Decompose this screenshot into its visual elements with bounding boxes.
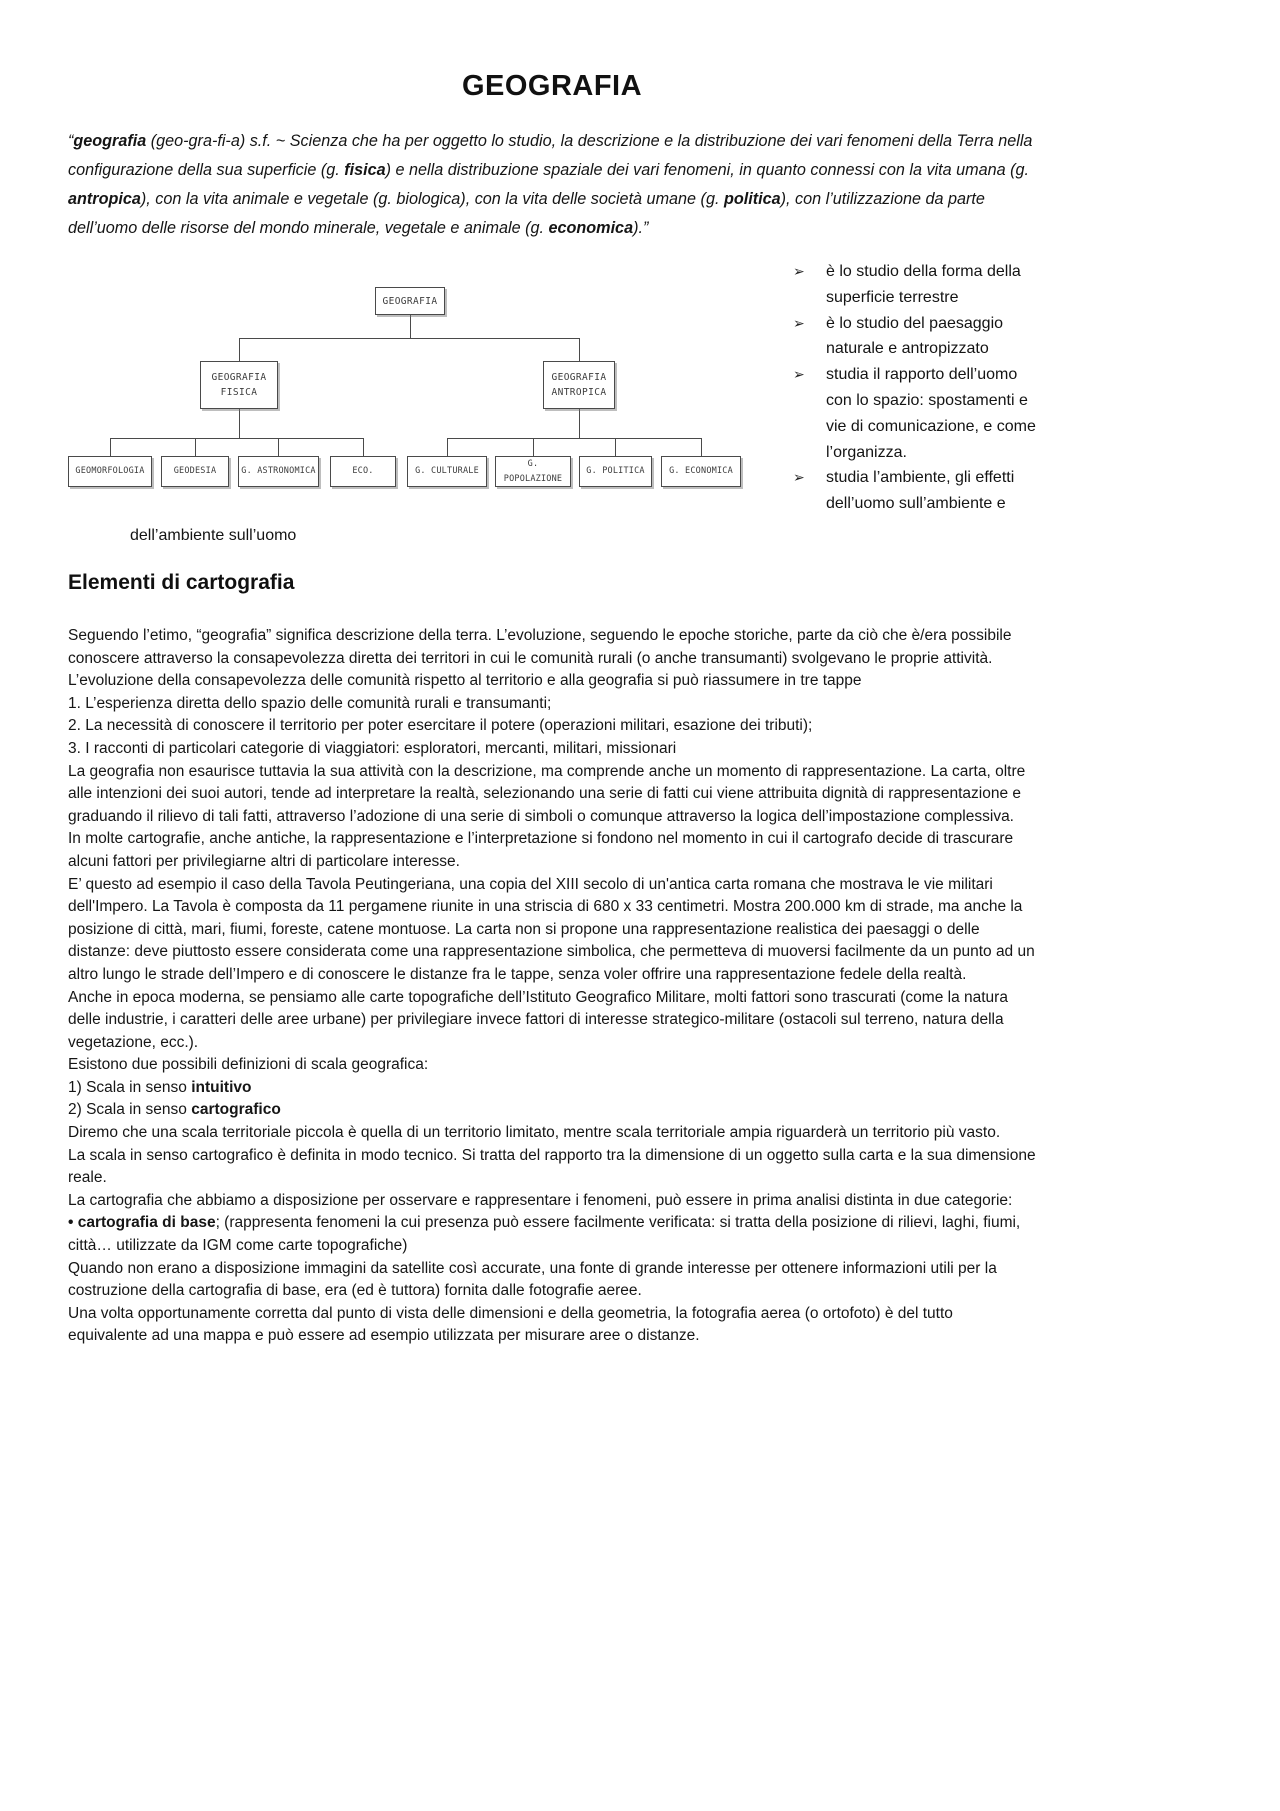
page-title: GEOGRAFIA (461, 70, 643, 102)
bullet-item (790, 311, 1042, 363)
chart-leaf-g-economica: G. ECONOMICA (661, 456, 741, 487)
connector-line (579, 409, 580, 438)
bullet-text: è lo studio della forma della superficie terrestre (826, 263, 1021, 306)
arrow-bullet-icon: ➢ (793, 314, 805, 331)
connector-line (701, 438, 702, 456)
body-paragraph: Diremo che una scala territoriale piccola è quella di un territorio limitato, mentre scala territoriale ampia riguarderà un territorio più vasto. (68, 1124, 1001, 1142)
chart-leaf-g-popolazione: G. POPOLAZIONE (495, 456, 571, 487)
chart-leaf-g-astronomica: G. ASTRONOMICA (238, 456, 319, 487)
chart-leaf-g-politica: G. POLITICA (579, 456, 652, 487)
chart-leaf-eco: ECO. (330, 456, 396, 487)
body-paragraph: La scala in senso cartografico è definita in modo tecnico. Si tratta del rapporto tra la dimensione di un oggetto sulla carta e la sua dimensione reale. (68, 1146, 1036, 1187)
connector-line (195, 438, 196, 456)
chart-node-geografia-antropica: GEOGRAFIA ANTROPICA (543, 361, 615, 409)
body-paragraph: Una volta opportunamente corretta dal punto di vista delle dimensioni e della geometria, la fotografia aerea (o ortofoto) è del tutto equivalente ad una mappa e può essere ad esempio utilizzata per misurare aree o distanze. (68, 1304, 953, 1345)
connector-line (363, 438, 364, 456)
body-text (68, 625, 1036, 1428)
bullet-text: studia l’ambiente, gli effetti dell’uomo sull’ambiente e (826, 469, 1015, 513)
connector-line (533, 438, 534, 456)
body-paragraph: 3. I racconti di particolari categorie di viaggiatori: esploratori, mercanti, militari, missionari (68, 739, 677, 757)
body-paragraph: 1. L’esperienza diretta dello spazio delle comunità rurali e transumanti; (68, 694, 552, 712)
chart-node-geografia: GEOGRAFIA (375, 287, 445, 315)
body-paragraph: 2) Scala in senso cartografico (68, 1101, 281, 1119)
connector-line (110, 438, 364, 439)
connector-line (447, 438, 701, 439)
bullet-text: è lo studio del paesaggio naturale e antropizzato (826, 314, 1004, 358)
chart-leaf-geomorfologia: GEOMORFOLOGIA (68, 456, 152, 487)
bullet-item (790, 362, 1042, 465)
connector-line (410, 315, 411, 338)
body-paragraph: 1) Scala in senso intuitivo (68, 1078, 252, 1096)
body-paragraph: E’ questo ad esempio il caso della Tavola Peutingeriana, una copia del XIII secolo di un'antica carta romana che mostrava le vie militari dell'Impero. La Tavola è composta da 11 pergamene riunite in una striscia di 680 x 33 centimetri. Mostra 200.000 km di strade, ma anche la posizione di città, mari, fiumi, foreste, catene montuose. La carta non si propone una rappresentazione realistica dei paesaggi o delle distanze: deve piuttosto essere considerata come una rappresentazione simbolica, che permetteva di muoversi facilmente da un punto ad un altro lungo le strade dell’Impero e di conoscere le distanze fra le tappe, senza voler offrire una rappresentazione fedele della realtà. (68, 875, 1035, 983)
body-paragraph: La cartografia che abbiamo a disposizione per osservare e rappresentare i fenomeni, può essere in prima analisi distinta in due categorie: (68, 1191, 1013, 1209)
arrow-bullet-icon: ➢ (793, 366, 805, 383)
body-paragraph: Esistono due possibili definizioni di scala geografica: (68, 1056, 429, 1074)
arrow-bullet-icon: ➢ (793, 263, 805, 279)
section-heading: Elementi di cartografia (68, 571, 295, 594)
connector-line (239, 338, 579, 339)
document-content (68, 0, 1036, 1428)
figure-row (68, 259, 1036, 521)
connector-line (110, 438, 111, 456)
chart-leaf-g-culturale: G. CULTURALE (407, 456, 487, 487)
body-paragraph: 2. La necessità di conoscere il territorio per poter esercitare il potere (operazioni militari, esazione dei tributi); (68, 717, 813, 735)
diagram-caption: dell’ambiente sull’uomo (130, 527, 297, 544)
connector-line (239, 409, 240, 438)
connector-line (239, 338, 240, 361)
body-paragraph: • cartografia di base; (rappresenta fenomeni la cui presenza può essere facilmente verificata: si tratta della posizione di rilievi, laghi, fiumi, città… utilizzate da IGM come carte topografiche) (68, 1214, 1021, 1255)
body-paragraph: Seguendo l’etimo, “geografia” significa descrizione della terra. L’evoluzione, seguendo le epoche storiche, parte da ciò che è/era possibile conoscere attraverso la consapevolezza diretta dei territori in cui le comunità rurali (o anche transumanti) svolgevano le proprie attività. (68, 627, 1012, 667)
chart-leaf-geodesia: GEODESIA (161, 456, 229, 487)
body-paragraph: In molte cartografie, anche antiche, la rappresentazione e l’interpretazione si fondono nel momento in cui il cartografo decide di trascurare alcuni fattori per privilegiarne altri di particolare interesse. (68, 830, 1014, 870)
bullet-text: studia il rapporto dell’uomo con lo spazio: spostamenti e vie di comunicazione, e come l’organizza. (826, 366, 1036, 461)
body-paragraph: Quando non erano a disposizione immagini da satellite così accurate, una fonte di grande interesse per ottenere informazioni utili per la costruzione della cartografia di base, era (ed è tuttora) fornita dalle fotografie aeree. (68, 1259, 997, 1300)
chart-node-geografia-fisica: GEOGRAFIA FISICA (200, 361, 278, 409)
connector-line (447, 438, 448, 456)
bullet-item (790, 259, 1042, 311)
connector-line (579, 338, 580, 361)
bullet-item (790, 465, 1042, 517)
geography-org-chart (68, 283, 748, 505)
connector-line (615, 438, 616, 456)
connector-line (278, 438, 279, 456)
summary-bullets (790, 259, 1042, 517)
definition-paragraph: “geografia (geo-gra-fi-a) s.f. ~ Scienza che ha per oggetto lo studio, la descrizione e la distribuzione dei vari fenomeni della Terra nella configurazione della sua superficie (g. fisica) e nella distribuzione spaziale dei vari fenomeni, in quanto connessi con la vita umana (g. antropica), con la vita animale e vegetale (g. biologica), con la vita delle società umane (g. politica), con l’utilizzazione da parte dell’uomo delle risorse del mondo minerale, vegetale e animale (g. economica).” (68, 132, 1033, 237)
body-paragraph: La geografia non esaurisce tuttavia la sua attività con la descrizione, ma comprende anche un momento di rappresentazione. La carta, oltre alle intenzioni dei suoi autori, tende ad interpretare la realtà, selezionando una serie di fatti cui viene attribuita dignità di rappresentazione e graduando il rilievo di tali fatti, attraverso l’adozione di una serie di simboli o comunque attraverso la logica dell’impostazione complessiva. (68, 762, 1026, 825)
body-paragraph: L’evoluzione della consapevolezza delle comunità rispetto al territorio e alla geografia si può riassumere in tre tappe (68, 672, 862, 690)
body-paragraph: Anche in epoca moderna, se pensiamo alle carte topografiche dell’Istituto Geografico Militare, molti fattori sono trascurati (come la natura delle industrie, i caratteri delle aree urbane) per privilegiare invece fattori di interesse strategico-militare (ostacoli sul terreno, natura della vegetazione, ecc.). (68, 988, 1008, 1051)
arrow-bullet-icon: ➢ (793, 469, 805, 486)
